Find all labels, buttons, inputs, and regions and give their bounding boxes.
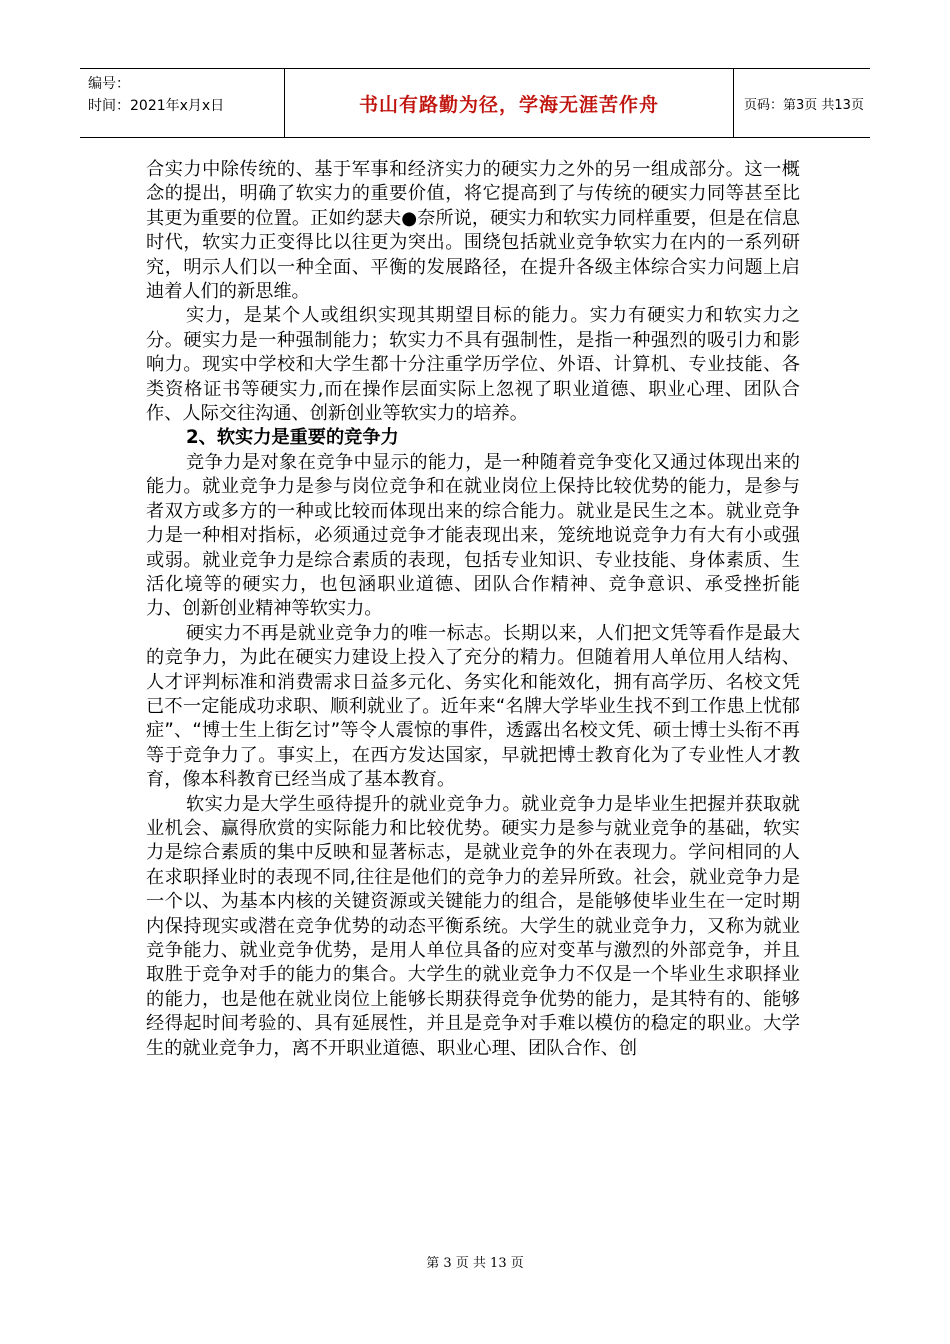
paragraph: 合实力中除传统的、基于军事和经济实力的硬实力之外的另一组成部分。这一概念的提出，明确了软实力的重要价值，将它提高到了与传统的硬实力同等甚至比其更为重要的位置。正如约瑟夫●奈所说，硬实力和软实力同样重要，但是在信息时代，软实力正变得比以往更为突出。围绕包括就业竞争软实力在内的一系列研究，明示人们以一种全面、平衡的发展路径，在提升各级主体综合实力问题上启迪着人们的新思维。 <box>146 159 800 303</box>
document-body <box>146 158 800 1061</box>
serial-number-label: 编号： <box>88 76 130 92</box>
paragraph: 实力，是某个人或组织实现其期望目标的能力。实力有硬实力和软实力之分。硬实力是一种强制能力；软实力不具有强制性，是指一种强烈的吸引力和影响力。现实中学校和大学生都十分注重学历学位、外语、计算机、专业技能、各类资格证书等硬实力,而在操作层面实际上忽视了职业道德、职业心理、团队合作、人际交往沟通、创新创业等软实力的培养。 <box>146 305 800 425</box>
header-motto: 书山有路勤为径，学海无涯苦作舟 <box>358 93 659 116</box>
header-table <box>80 68 870 138</box>
page-footer: 第 3 页 共 13 页 <box>426 1256 524 1271</box>
header-motto-cell <box>285 69 734 137</box>
header-meta-cell <box>80 69 285 137</box>
paragraph: 软实力是大学生亟待提升的就业竞争力。就业竞争力是毕业生把握并获取就业机会、赢得欣赏的实际能力和比较优势。硬实力是参与就业竞争的基础，软实力是综合素质的集中反映和显著标志，是就业竞争的外在表现力。学问相同的人在求职择业时的表现不同,往往是他们的竞争力的差异所致。社会，就业竞争力是一个以、为基本内核的关键资源或关键能力的组合，是能够使毕业生在一定时期内保持现实或潜在竞争优势的动态平衡系统。大学生的就业竞争力，又称为就业竞争能力、就业竞争优势，是用人单位具备的应对变革与激烈的外部竞争，并且取胜于竞争对手的能力的集合。大学生的就业竞争力不仅是一个毕业生求职择业的能力，也是他在就业岗位上能够长期获得竞争优势的能力，是其特有的、能够经得起时间考验的、具有延展性，并且是竞争对手难以模仿的稳定的职业。大学生的就业竞争力，离不开职业道德、职业心理、团队合作、创 <box>146 793 800 1059</box>
paragraph: 竞争力是对象在竞争中显示的能力，是一种随着竞争变化又通过体现出来的能力。就业竞争力是参与岗位竞争和在就业岗位上保持比较优势的能力，是参与者双方或多方的一种或比较而体现出来的综合能力。就业是民生之本。就业竞争力是一种相对指标，必须通过竞争才能表现出来，笼统地说竞争力有大有小或强或弱。就业竞争力是综合素质的表现，包括专业知识、专业技能、身体素质、生活化境等的硬实力，也包涵职业道德、团队合作精神、竞争意识、承受挫折能力、创新创业精神等软实力。 <box>146 451 800 620</box>
date-label: 时间：2021年x月x日 <box>88 98 225 114</box>
paragraph: 硬实力不再是就业竞争力的唯一标志。长期以来，人们把文凭等看作是最大的竞争力，为此在硬实力建设上投入了充分的精力。但随着用人单位用人结构、人才评判标准和消费需求日益多元化、务实化和能效化，拥有高学历、名校文凭已不一定能成功求职、顺利就业了。近年来“名牌大学毕业生找不到工作患上忧郁症”、“博士生上街乞讨”等令人震惊的事件，透露出名校文凭、硕士博士头衔不再等于竞争力了。事实上，在西方发达国家，早就把博士教育化为了专业性人才教育，像本科教育已经当成了基本教育。 <box>146 622 800 791</box>
section-heading: 2、软实力是重要的竞争力 <box>186 427 399 449</box>
header-page-cell <box>734 69 870 137</box>
header-page-info: 页码：第3页 共13页 <box>744 97 864 113</box>
